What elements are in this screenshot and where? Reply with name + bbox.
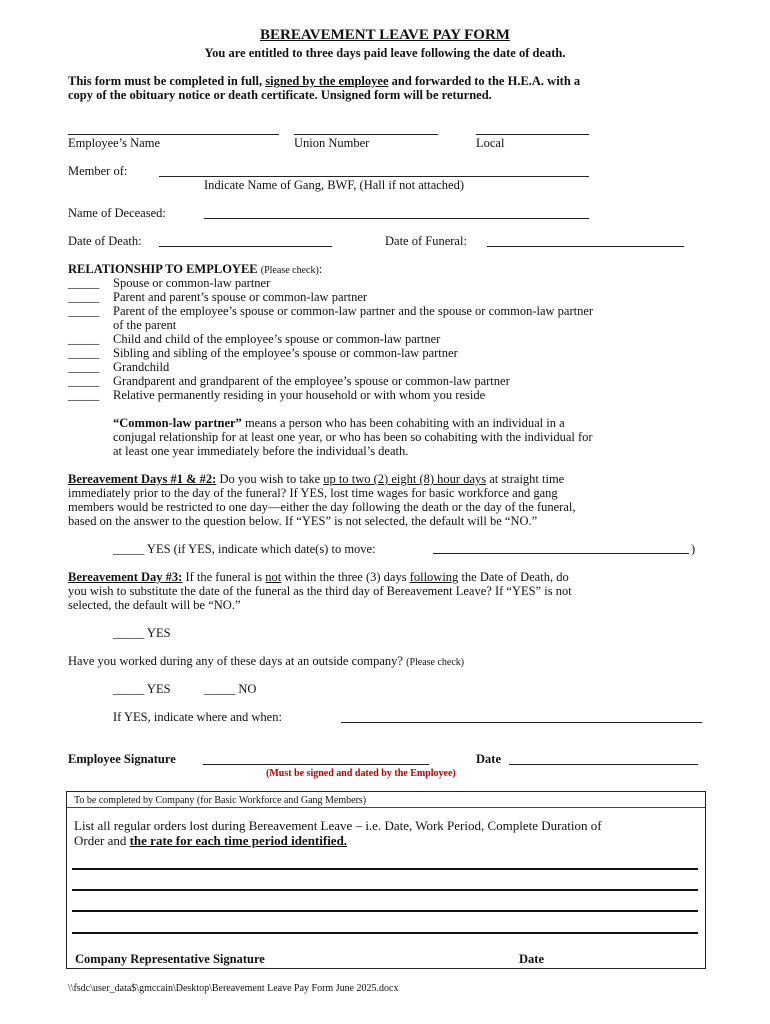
company-instructions-text: Order and: [74, 833, 130, 848]
day3-label: Bereavement Day #3:: [68, 570, 183, 584]
relationship-option: Parent of the employee’s spouse or common-law partner and the spouse or common-law partner: [113, 304, 594, 318]
company-instructions-line-1: List all regular orders lost during Bereavement Leave – i.e. Date, Work Period, Complete Duration of: [74, 818, 602, 833]
relationship-option: Spouse or common-law partner: [113, 276, 271, 290]
days12-text: Do you wish to take: [216, 472, 324, 486]
outside-hint: (Please check): [406, 657, 465, 668]
days12-move-dates-field[interactable]: [433, 553, 689, 554]
relationship-blank[interactable]: _____: [68, 332, 100, 346]
deceased-label: Name of Deceased:: [68, 206, 166, 220]
file-path-footer: \\fsdc\user_data$\gmccain\Desktop\Bereavement Leave Pay Form June 2025.docx: [68, 983, 399, 994]
member-of-hint: Indicate Name of Gang, BWF, (Hall if not attached): [204, 178, 465, 192]
relationship-blank[interactable]: _____: [68, 290, 100, 304]
days12-emphasis: up to two (2) eight (8) hour days: [323, 472, 487, 486]
relationship-blank[interactable]: _____: [68, 388, 100, 402]
relationship-hint: (Please check): [260, 265, 319, 276]
outside-where-label: If YES, indicate where and when:: [113, 710, 282, 724]
local-label: Local: [476, 136, 505, 150]
company-section-header: To be completed by Company (for Basic Workforce and Gang Members): [74, 795, 367, 806]
orders-lost-line-3[interactable]: [72, 910, 698, 912]
days12-line-3: members would be restricted to one day—either the day following the death or the day of the funeral,: [68, 500, 576, 514]
date-of-death-field[interactable]: [159, 246, 332, 247]
employee-name-label: Employee’s Name: [68, 136, 160, 150]
day3-following: following: [409, 570, 459, 584]
day3-not: not: [265, 570, 282, 584]
outside-question-text: Have you worked during any of these days at an outside company?: [68, 654, 407, 668]
days12-line-2: immediately prior to the day of the funeral? If YES, lost time wages for basic workforce and gang: [68, 486, 558, 500]
relationship-option: Grandparent and grandparent of the employee’s spouse or common-law partner: [113, 374, 510, 388]
relationship-option: Child and child of the employee’s spouse or common-law partner: [113, 332, 441, 346]
days12-line-4: based on the answer to the question below. If “YES” is not selected, the default will be “NO.”: [68, 514, 538, 528]
common-law-definition-line-3: at least one year immediately before the individual’s death.: [113, 444, 409, 458]
days12-text-2: at straight time: [486, 472, 565, 486]
form-subtitle: You are entitled to three days paid leave following the date of death.: [204, 46, 566, 60]
form-title: BEREAVEMENT LEAVE PAY FORM: [260, 27, 510, 43]
day3-yes-option[interactable]: _____ YES: [113, 626, 171, 640]
day3-text-3: the Date of Death, do: [458, 570, 569, 584]
company-rep-signature-label: Company Representative Signature: [75, 952, 265, 966]
signature-date-label: Date: [476, 752, 501, 766]
member-of-label: Member of:: [68, 164, 128, 178]
relationship-blank[interactable]: _____: [68, 360, 100, 374]
common-law-definition-line-2: conjugal relationship for at least one year, or who has been so cohabiting with the individual for: [113, 430, 593, 444]
date-of-death-label: Date of Death:: [68, 234, 142, 248]
orders-lost-line-2[interactable]: [72, 889, 698, 891]
notice-signed-emphasis: signed by the employee: [265, 74, 389, 88]
relationship-option: Sibling and sibling of the employee’s spouse or common-law partner: [113, 346, 458, 360]
relationship-blank[interactable]: _____: [68, 276, 100, 290]
company-date-label: Date: [519, 952, 544, 966]
outside-no-option[interactable]: _____ NO: [204, 682, 257, 696]
relationship-option: Grandchild: [113, 360, 170, 374]
local-field[interactable]: [476, 134, 589, 135]
relationship-blank[interactable]: _____: [68, 304, 100, 318]
relationship-heading-text: RELATIONSHIP TO EMPLOYEE: [68, 262, 258, 276]
company-header-divider: [67, 807, 705, 808]
employee-signature-field[interactable]: [203, 764, 429, 765]
days12-label: Bereavement Days #1 & #2:: [68, 472, 217, 486]
orders-lost-line-4[interactable]: [72, 932, 698, 934]
days12-yes-option[interactable]: _____ YES (if YES, indicate which date(s) to move:: [113, 542, 376, 556]
deceased-name-field[interactable]: [204, 218, 589, 219]
orders-lost-line-1[interactable]: [72, 868, 698, 870]
relationship-option: Relative permanently residing in your household or with whom you reside: [113, 388, 486, 402]
day3-line-2: you wish to substitute the date of the funeral as the third day of Bereavement Leave? If “YES” is not: [68, 584, 572, 598]
notice-text-2: and forwarded to the H.E.A. with a: [388, 74, 581, 88]
date-of-funeral-field[interactable]: [487, 246, 684, 247]
relationship-blank[interactable]: _____: [68, 346, 100, 360]
day3-text-2: within the three (3) days: [281, 570, 410, 584]
notice-line-2: copy of the obituary notice or death certificate. Unsigned form will be returned.: [68, 88, 492, 102]
common-law-definition-line-1: [113, 416, 565, 430]
employee-signature-label: Employee Signature: [68, 752, 176, 766]
relationship-colon: :: [318, 262, 323, 276]
signature-date-field[interactable]: [509, 764, 698, 765]
outside-where-field[interactable]: [341, 722, 702, 723]
company-rate-emphasis: the rate for each time period identified.: [129, 833, 348, 848]
signature-note: (Must be signed and dated by the Employee): [266, 768, 456, 779]
relationship-option-continued: of the parent: [113, 318, 177, 332]
common-law-term: “Common-law partner”: [113, 416, 242, 430]
days12-close-paren: ): [691, 542, 696, 556]
notice-line-1: [68, 74, 580, 88]
day3-line-1: [68, 570, 569, 584]
relationship-blank[interactable]: _____: [68, 374, 100, 388]
day3-line-3: selected, the default will be “NO.”: [68, 598, 241, 612]
notice-text: This form must be completed in full,: [68, 74, 266, 88]
outside-company-question: [68, 654, 464, 670]
outside-yes-option[interactable]: _____ YES: [113, 682, 171, 696]
employee-name-field[interactable]: [68, 134, 279, 135]
days12-line-1: [68, 472, 564, 486]
definition-text: means a person who has been cohabiting with an individual in a: [241, 416, 565, 430]
relationship-option: Parent and parent’s spouse or common-law partner: [113, 290, 368, 304]
union-number-field[interactable]: [294, 134, 438, 135]
member-of-field[interactable]: [159, 176, 589, 177]
date-of-funeral-label: Date of Funeral:: [385, 234, 467, 248]
day3-text: If the funeral is: [182, 570, 266, 584]
company-instructions-line-2: [74, 834, 347, 848]
union-number-label: Union Number: [294, 136, 370, 150]
